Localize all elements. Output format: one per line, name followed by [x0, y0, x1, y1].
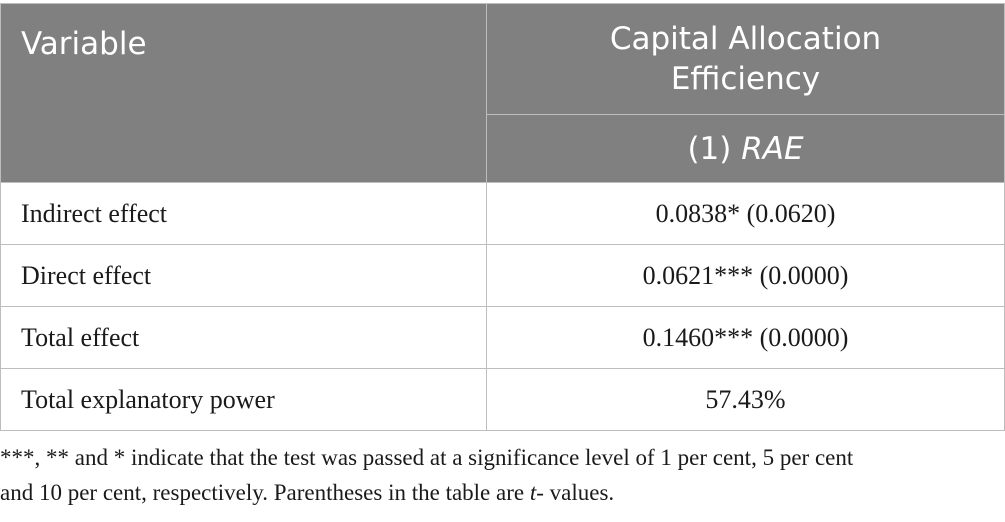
column-prefix: (1)	[687, 130, 742, 167]
results-table	[0, 3, 1005, 431]
footnote-line-2-text: and 10 per cent, respectively. Parentheses in the table are	[0, 480, 530, 505]
results-table-container	[0, 3, 1004, 431]
row-label: Indirect effect	[1, 183, 487, 245]
column-name: RAE	[741, 130, 804, 167]
group-header-text: Capital Allocation Efficiency	[609, 21, 882, 97]
table-footnote	[0, 440, 1005, 510]
footnote-line-2-end: - values.	[536, 480, 615, 505]
row-label: Total explanatory power	[1, 369, 487, 431]
capital-allocation-efficiency-header	[487, 4, 1005, 115]
table-row	[1, 245, 1005, 307]
header-row	[1, 4, 1005, 115]
row-value: 0.1460*** (0.0000)	[487, 307, 1005, 369]
rae-column-header	[487, 115, 1005, 183]
row-value: 57.43%	[487, 369, 1005, 431]
row-label: Total effect	[1, 307, 487, 369]
footnote-line-2	[0, 475, 1005, 510]
row-label: Direct effect	[1, 245, 487, 307]
table-row	[1, 369, 1005, 431]
table-row	[1, 183, 1005, 245]
variable-header: Variable	[1, 4, 487, 183]
footnote-line-1: ***, ** and * indicate that the test was passed at a significance level of 1 per cent, 5 per cent	[0, 445, 854, 470]
row-value: 0.0838* (0.0620)	[487, 183, 1005, 245]
row-value: 0.0621*** (0.0000)	[487, 245, 1005, 307]
table-row	[1, 307, 1005, 369]
footnote-t-symbol: t	[529, 480, 537, 505]
